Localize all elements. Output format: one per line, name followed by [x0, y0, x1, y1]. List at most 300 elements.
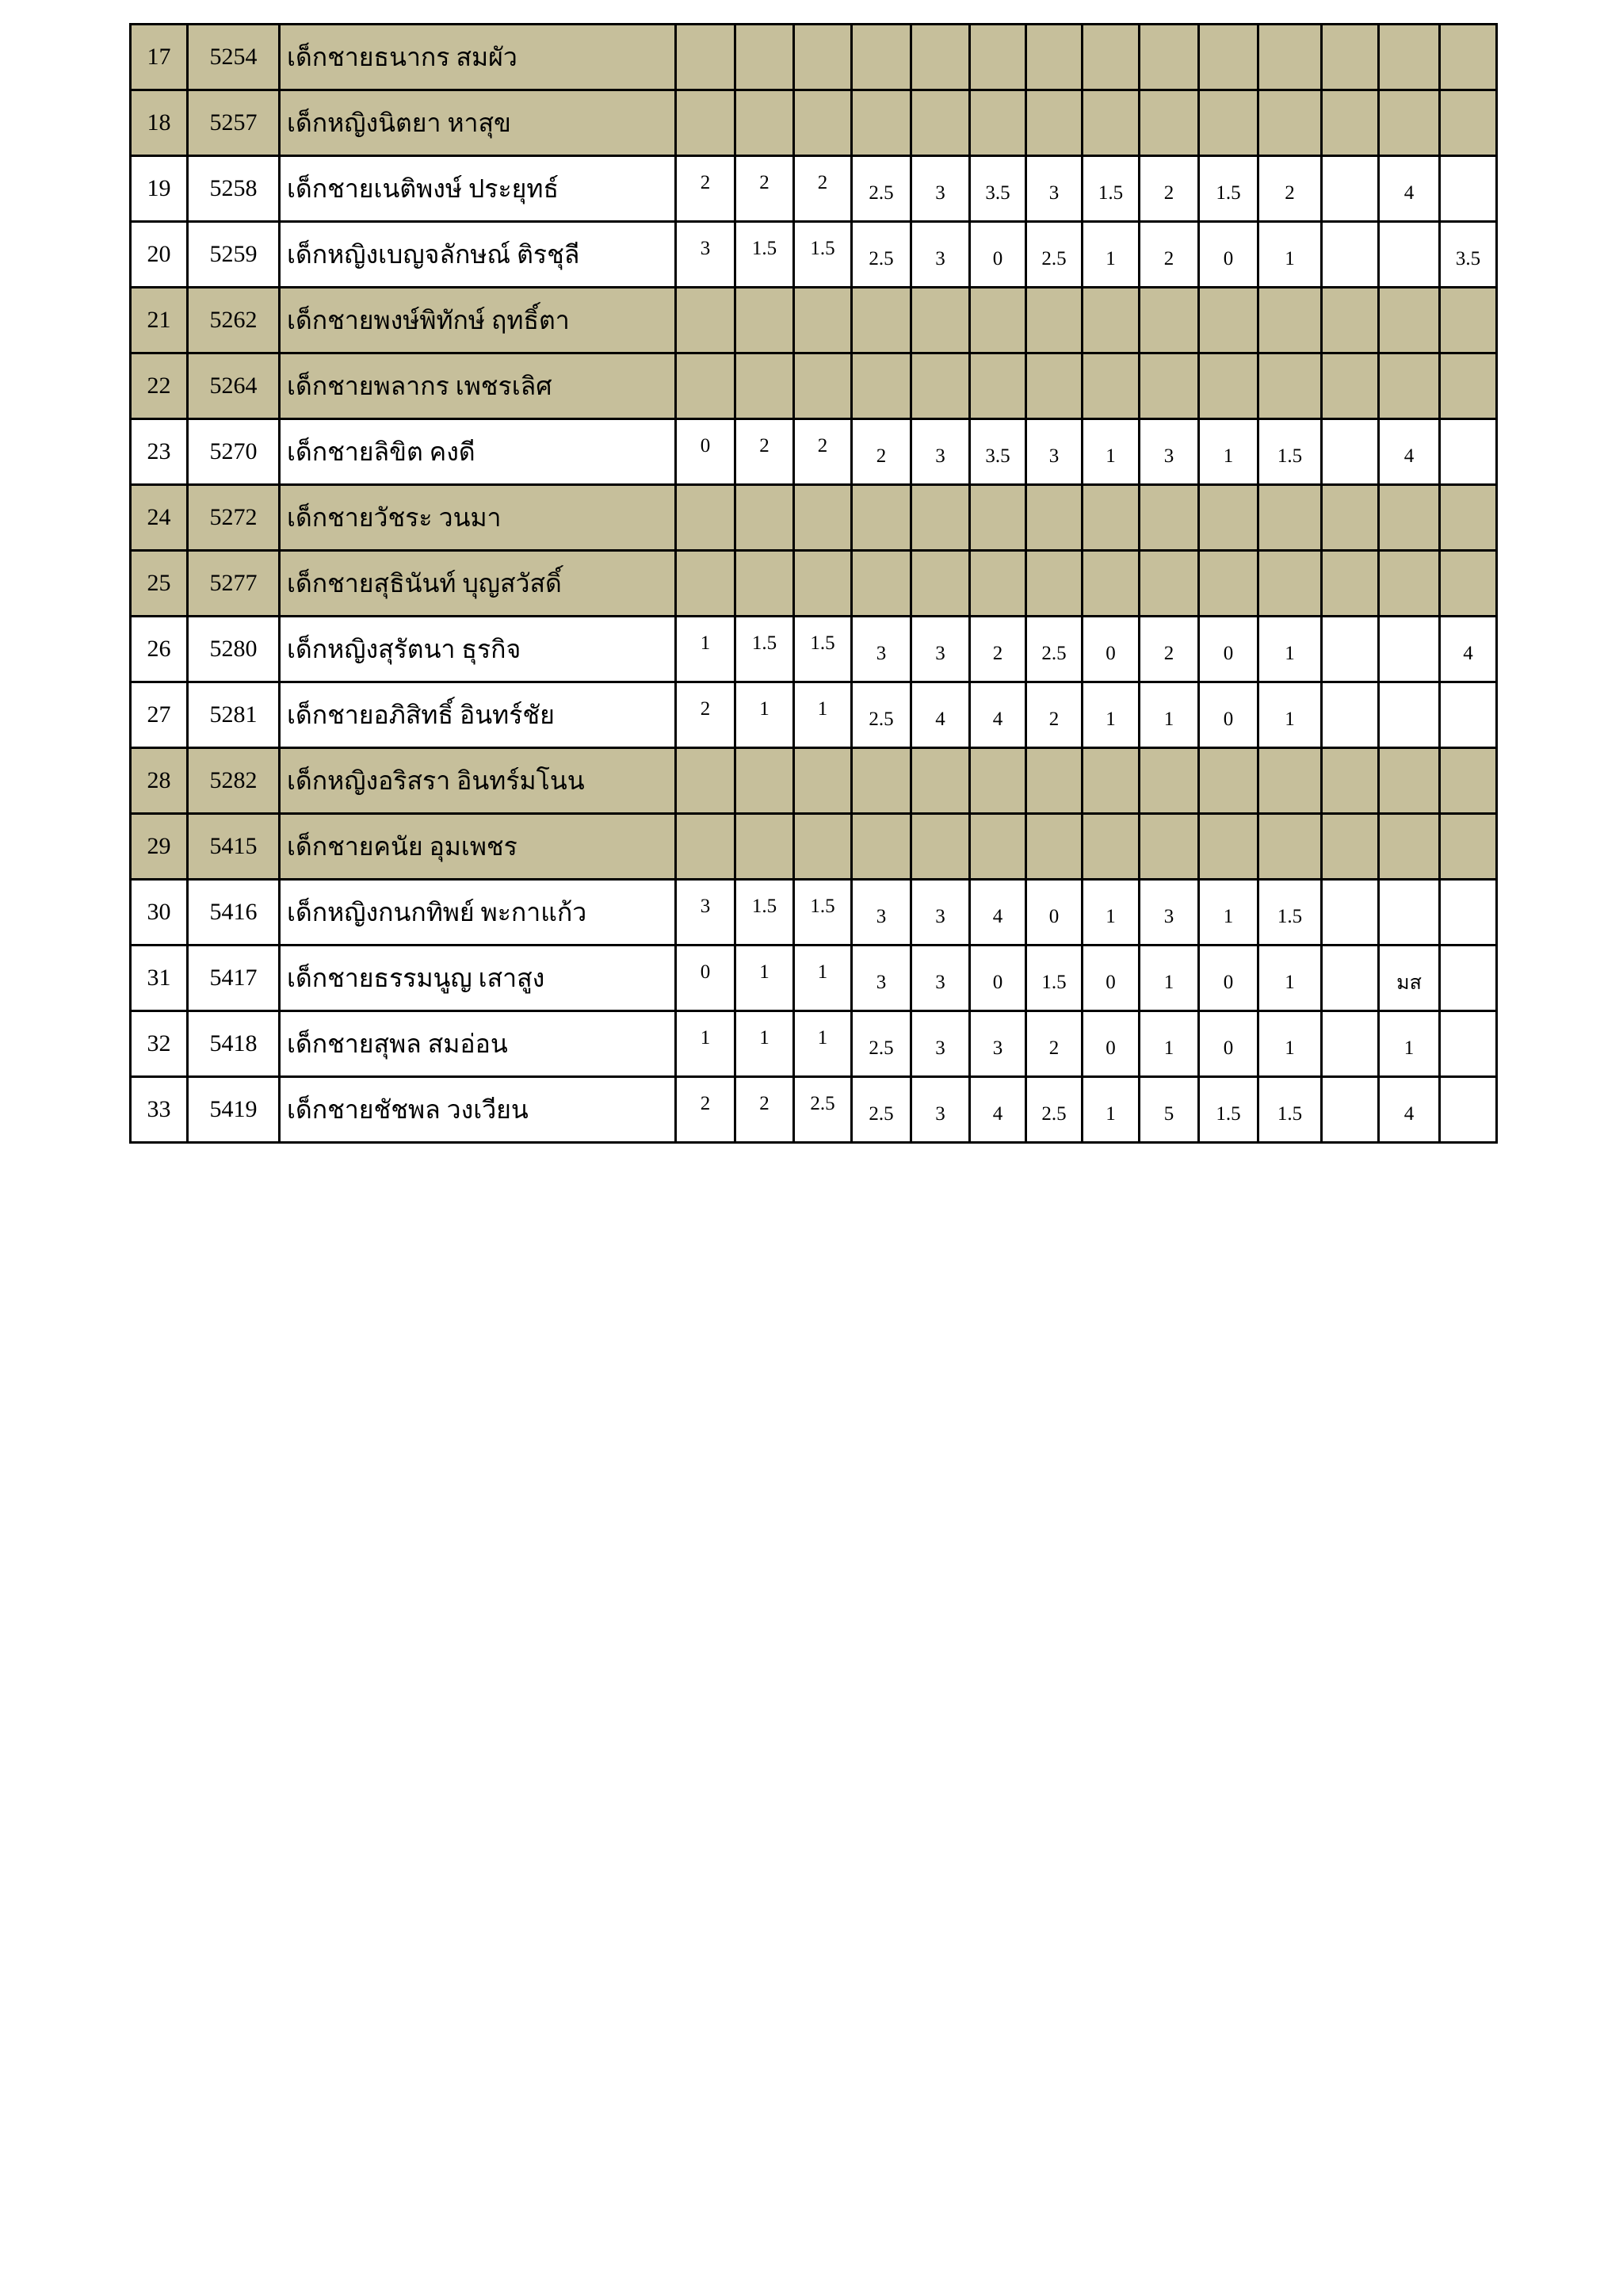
score-cell: 2	[794, 419, 852, 485]
table-row	[131, 419, 1497, 485]
score-cell	[911, 748, 970, 814]
score-cell: 2	[735, 1077, 794, 1143]
table-row	[131, 880, 1497, 946]
score-cell	[970, 748, 1026, 814]
table-row	[131, 551, 1497, 617]
score-cell: 5	[1140, 1077, 1199, 1143]
score-cell	[1199, 90, 1258, 156]
student-name: เด็กหญิงนิตยา หาสุข	[280, 90, 676, 156]
score-cell	[1140, 353, 1199, 419]
student-id: 5257	[188, 90, 280, 156]
score-cell	[1440, 156, 1497, 222]
score-cell	[852, 814, 911, 880]
student-id: 5272	[188, 485, 280, 551]
score-cell	[1440, 946, 1497, 1011]
score-cell: 0	[1199, 222, 1258, 288]
score-cell: 3	[1026, 419, 1083, 485]
score-cell	[1083, 485, 1140, 551]
student-name: เด็กชายพงษ์พิทักษ์ ฤทธิ์ตา	[280, 288, 676, 353]
score-cell	[1322, 485, 1379, 551]
table-row	[131, 748, 1497, 814]
student-id: 5262	[188, 288, 280, 353]
score-cell: 0	[1199, 682, 1258, 748]
score-cell	[911, 814, 970, 880]
score-cell	[735, 814, 794, 880]
score-cell	[794, 25, 852, 90]
score-cell	[1322, 156, 1379, 222]
score-cell	[1440, 25, 1497, 90]
score-cell: 0	[970, 946, 1026, 1011]
score-cell: 2	[1026, 682, 1083, 748]
score-cell	[735, 25, 794, 90]
score-cell: 3	[676, 880, 735, 946]
score-cell: 1.5	[1258, 1077, 1322, 1143]
score-cell	[1258, 25, 1322, 90]
score-cell	[676, 485, 735, 551]
score-cell	[794, 353, 852, 419]
score-cell: 2	[970, 617, 1026, 682]
score-cell	[1440, 288, 1497, 353]
score-cell	[1379, 880, 1440, 946]
score-cell: 4	[970, 880, 1026, 946]
score-cell	[1379, 25, 1440, 90]
score-cell	[676, 288, 735, 353]
score-cell: 0	[1026, 880, 1083, 946]
score-cell	[1322, 25, 1379, 90]
score-cell: 4	[1379, 156, 1440, 222]
score-cell: 1	[1258, 946, 1322, 1011]
row-number: 30	[131, 880, 188, 946]
score-cell: 1.5	[1026, 946, 1083, 1011]
score-cell: 1	[1140, 1011, 1199, 1077]
score-cell	[1140, 485, 1199, 551]
row-number: 31	[131, 946, 188, 1011]
score-cell	[1379, 353, 1440, 419]
score-cell: 0	[676, 419, 735, 485]
score-cell: 4	[970, 1077, 1026, 1143]
score-cell	[794, 288, 852, 353]
score-cell: 1	[1379, 1011, 1440, 1077]
score-cell	[794, 90, 852, 156]
score-cell	[970, 288, 1026, 353]
student-name: เด็กชายสุพล สมอ่อน	[280, 1011, 676, 1077]
row-number: 20	[131, 222, 188, 288]
score-cell: 3	[911, 946, 970, 1011]
score-cell	[1199, 814, 1258, 880]
score-cell	[1322, 880, 1379, 946]
score-cell: 3	[911, 617, 970, 682]
score-cell	[1026, 25, 1083, 90]
score-cell: 4	[970, 682, 1026, 748]
row-number: 26	[131, 617, 188, 682]
student-name: เด็กชายเนติพงษ์ ประยุทธ์	[280, 156, 676, 222]
row-number: 28	[131, 748, 188, 814]
score-cell: 3.5	[1440, 222, 1497, 288]
student-name: เด็กหญิงสุรัตนา ธุรกิจ	[280, 617, 676, 682]
score-cell: 1	[1258, 617, 1322, 682]
table-row	[131, 617, 1497, 682]
student-name: เด็กหญิงอริสรา อินทร์มโนน	[280, 748, 676, 814]
score-cell: 2	[676, 682, 735, 748]
student-id: 5418	[188, 1011, 280, 1077]
score-cell: 2	[735, 156, 794, 222]
score-cell	[794, 485, 852, 551]
score-cell	[970, 551, 1026, 617]
score-cell: 2	[1140, 222, 1199, 288]
score-cell	[852, 485, 911, 551]
score-cell: 2	[1140, 617, 1199, 682]
score-cell: 2	[852, 419, 911, 485]
score-cell: 1	[1140, 682, 1199, 748]
score-cell: 3	[676, 222, 735, 288]
score-cell: 0	[1199, 617, 1258, 682]
student-id: 5417	[188, 946, 280, 1011]
score-cell	[1322, 946, 1379, 1011]
student-name: เด็กชายอภิสิทธิ์ อินทร์ชัย	[280, 682, 676, 748]
table-row	[131, 1077, 1497, 1143]
score-cell	[1199, 551, 1258, 617]
score-cell	[676, 25, 735, 90]
score-cell	[970, 25, 1026, 90]
score-cell	[1026, 748, 1083, 814]
score-cell	[1140, 551, 1199, 617]
score-cell: 1.5	[1083, 156, 1140, 222]
score-cell: 3.5	[970, 419, 1026, 485]
score-table	[129, 23, 1498, 1144]
score-cell: 2.5	[794, 1077, 852, 1143]
score-cell	[1379, 222, 1440, 288]
score-cell	[1140, 288, 1199, 353]
score-cell: 1.5	[1199, 156, 1258, 222]
score-cell	[735, 90, 794, 156]
score-cell	[1322, 90, 1379, 156]
student-name: เด็กหญิงเบญจลักษณ์ ติรชุลี	[280, 222, 676, 288]
score-cell	[1258, 814, 1322, 880]
score-cell: 1	[735, 682, 794, 748]
score-cell	[676, 551, 735, 617]
score-cell	[852, 353, 911, 419]
score-cell: 1	[676, 1011, 735, 1077]
student-name: เด็กชายธรรมนูญ เสาสูง	[280, 946, 676, 1011]
score-cell	[1440, 419, 1497, 485]
table-row	[131, 1011, 1497, 1077]
score-cell: 0	[1199, 1011, 1258, 1077]
score-cell: 2.5	[852, 156, 911, 222]
score-cell	[1379, 748, 1440, 814]
score-cell: 1.5	[1258, 880, 1322, 946]
score-cell	[1140, 25, 1199, 90]
score-cell	[1322, 222, 1379, 288]
score-cell: 1	[794, 682, 852, 748]
score-cell	[1199, 25, 1258, 90]
table-row	[131, 353, 1497, 419]
score-cell: 3	[911, 222, 970, 288]
score-cell	[1379, 682, 1440, 748]
score-cell	[1083, 25, 1140, 90]
student-name: เด็กชายลิขิต คงดี	[280, 419, 676, 485]
score-cell: 3	[911, 1011, 970, 1077]
score-cell	[1440, 485, 1497, 551]
score-cell	[1199, 288, 1258, 353]
score-cell	[1322, 419, 1379, 485]
score-cell: 0	[1083, 946, 1140, 1011]
score-cell	[1322, 814, 1379, 880]
student-id: 5258	[188, 156, 280, 222]
score-cell	[1258, 353, 1322, 419]
score-cell: 4	[1379, 1077, 1440, 1143]
score-cell: 4	[1440, 617, 1497, 682]
score-cell: 0	[1199, 946, 1258, 1011]
score-cell	[1440, 682, 1497, 748]
score-cell	[1026, 814, 1083, 880]
score-cell	[1083, 551, 1140, 617]
table-row	[131, 156, 1497, 222]
score-cell: 2	[1026, 1011, 1083, 1077]
student-id: 5281	[188, 682, 280, 748]
score-cell: 1.5	[794, 880, 852, 946]
score-cell	[676, 814, 735, 880]
score-cell	[1440, 90, 1497, 156]
score-cell	[1258, 288, 1322, 353]
student-name: เด็กชายชัชพล วงเวียน	[280, 1077, 676, 1143]
student-name: เด็กหญิงกนกทิพย์ พะกาแก้ว	[280, 880, 676, 946]
score-cell: 3	[911, 419, 970, 485]
score-cell: 1	[1140, 946, 1199, 1011]
table-row	[131, 288, 1497, 353]
score-cell	[1026, 288, 1083, 353]
score-cell	[1322, 617, 1379, 682]
score-cell: 3	[1026, 156, 1083, 222]
student-id: 5280	[188, 617, 280, 682]
student-id: 5270	[188, 419, 280, 485]
student-name: เด็กชายสุธินันท์ บุญสวัสดิ์	[280, 551, 676, 617]
score-cell	[1440, 1077, 1497, 1143]
score-cell: 3	[852, 880, 911, 946]
score-cell: 4	[911, 682, 970, 748]
score-cell: 2.5	[852, 1077, 911, 1143]
row-number: 29	[131, 814, 188, 880]
score-cell	[1026, 551, 1083, 617]
score-cell	[1322, 1077, 1379, 1143]
row-number: 17	[131, 25, 188, 90]
score-cell: 1.5	[1258, 419, 1322, 485]
score-cell: 1.5	[794, 617, 852, 682]
score-cell	[970, 485, 1026, 551]
score-cell	[1322, 551, 1379, 617]
row-number: 33	[131, 1077, 188, 1143]
score-cell: 1.5	[735, 222, 794, 288]
score-cell: 1	[1083, 1077, 1140, 1143]
score-cell	[1026, 353, 1083, 419]
row-number: 27	[131, 682, 188, 748]
score-cell	[1258, 90, 1322, 156]
score-cell	[735, 288, 794, 353]
score-cell: 2.5	[852, 1011, 911, 1077]
table-row	[131, 25, 1497, 90]
score-cell: 1	[1083, 880, 1140, 946]
score-cell	[970, 814, 1026, 880]
score-cell	[1379, 814, 1440, 880]
score-cell: 1	[794, 1011, 852, 1077]
score-cell: 1	[1258, 682, 1322, 748]
row-number: 23	[131, 419, 188, 485]
student-id: 5259	[188, 222, 280, 288]
score-cell: 2	[676, 1077, 735, 1143]
score-cell	[1026, 90, 1083, 156]
score-cell	[1379, 288, 1440, 353]
student-name: เด็กชายคนัย อุมเพชร	[280, 814, 676, 880]
score-cell: 2.5	[852, 222, 911, 288]
score-cell: 3	[911, 880, 970, 946]
score-cell	[911, 25, 970, 90]
score-cell: 1	[735, 1011, 794, 1077]
score-cell	[1083, 90, 1140, 156]
score-cell: 1.5	[1199, 1077, 1258, 1143]
score-cell: 1	[1258, 222, 1322, 288]
score-cell: 1	[1083, 222, 1140, 288]
score-cell	[676, 748, 735, 814]
score-cell	[1140, 748, 1199, 814]
score-cell: 4	[1379, 419, 1440, 485]
score-cell: 1	[735, 946, 794, 1011]
score-cell	[735, 748, 794, 814]
score-cell	[676, 353, 735, 419]
score-cell: 1	[1199, 419, 1258, 485]
score-cell: 0	[970, 222, 1026, 288]
score-cell	[794, 748, 852, 814]
score-cell	[911, 485, 970, 551]
score-cell: 2	[794, 156, 852, 222]
score-cell	[735, 551, 794, 617]
score-cell	[1379, 485, 1440, 551]
score-cell	[1379, 90, 1440, 156]
score-cell: 1	[1083, 419, 1140, 485]
table-row	[131, 90, 1497, 156]
row-number: 21	[131, 288, 188, 353]
score-cell	[1258, 551, 1322, 617]
score-cell: 1	[1199, 880, 1258, 946]
score-cell	[1258, 748, 1322, 814]
student-id: 5419	[188, 1077, 280, 1143]
score-cell	[1440, 1011, 1497, 1077]
score-cell	[852, 288, 911, 353]
score-cell: 1.5	[735, 617, 794, 682]
row-number: 32	[131, 1011, 188, 1077]
student-id: 5415	[188, 814, 280, 880]
student-name: เด็กชายธนากร สมผัว	[280, 25, 676, 90]
row-number: 24	[131, 485, 188, 551]
score-cell: 3	[852, 617, 911, 682]
score-cell: 2	[676, 156, 735, 222]
score-cell	[1199, 748, 1258, 814]
score-cell	[735, 353, 794, 419]
score-cell	[911, 288, 970, 353]
score-cell	[794, 551, 852, 617]
table-row	[131, 222, 1497, 288]
score-cell: 1	[676, 617, 735, 682]
score-cell	[1379, 551, 1440, 617]
score-cell	[1083, 748, 1140, 814]
row-number: 18	[131, 90, 188, 156]
score-cell	[1322, 1011, 1379, 1077]
student-name: เด็กชายวัชระ วนมา	[280, 485, 676, 551]
score-cell	[852, 90, 911, 156]
score-cell: 1	[1258, 1011, 1322, 1077]
score-cell	[1322, 288, 1379, 353]
score-cell	[1083, 353, 1140, 419]
score-cell: 3	[1140, 880, 1199, 946]
score-cell: 0	[1083, 1011, 1140, 1077]
student-name: เด็กชายพลากร เพชรเลิศ	[280, 353, 676, 419]
score-cell	[970, 90, 1026, 156]
score-cell	[1440, 814, 1497, 880]
score-cell	[911, 353, 970, 419]
student-id: 5416	[188, 880, 280, 946]
score-cell	[1140, 814, 1199, 880]
score-cell: 3	[970, 1011, 1026, 1077]
score-cell: 2.5	[1026, 222, 1083, 288]
score-cell: 3	[911, 1077, 970, 1143]
row-number: 25	[131, 551, 188, 617]
student-id: 5254	[188, 25, 280, 90]
score-cell	[1140, 90, 1199, 156]
score-cell: 1	[1083, 682, 1140, 748]
table-row	[131, 485, 1497, 551]
score-cell	[1440, 353, 1497, 419]
score-cell	[911, 551, 970, 617]
score-cell: 2	[1258, 156, 1322, 222]
score-cell: 3	[911, 156, 970, 222]
score-cell: 1.5	[794, 222, 852, 288]
table-row	[131, 946, 1497, 1011]
student-id: 5264	[188, 353, 280, 419]
row-number: 19	[131, 156, 188, 222]
table-body	[131, 25, 1497, 1143]
student-id: 5282	[188, 748, 280, 814]
score-cell: มส	[1379, 946, 1440, 1011]
score-cell	[1083, 288, 1140, 353]
score-cell: 1.5	[735, 880, 794, 946]
score-cell	[1026, 485, 1083, 551]
score-cell	[1440, 748, 1497, 814]
score-cell	[852, 551, 911, 617]
score-cell: 3	[1140, 419, 1199, 485]
score-cell: 2	[735, 419, 794, 485]
score-cell	[1440, 880, 1497, 946]
score-cell: 1	[794, 946, 852, 1011]
student-id: 5277	[188, 551, 280, 617]
score-cell	[1322, 748, 1379, 814]
score-cell	[794, 814, 852, 880]
score-cell	[970, 353, 1026, 419]
score-cell	[852, 25, 911, 90]
score-cell	[1322, 353, 1379, 419]
table-row	[131, 814, 1497, 880]
score-cell	[911, 90, 970, 156]
score-cell	[1322, 682, 1379, 748]
table-row	[131, 682, 1497, 748]
score-cell	[1199, 485, 1258, 551]
score-cell	[1379, 617, 1440, 682]
score-cell	[735, 485, 794, 551]
score-cell: 3	[852, 946, 911, 1011]
row-number: 22	[131, 353, 188, 419]
score-cell: 2.5	[1026, 617, 1083, 682]
score-cell	[1199, 353, 1258, 419]
score-cell	[1083, 814, 1140, 880]
score-cell: 2.5	[1026, 1077, 1083, 1143]
score-cell: 0	[1083, 617, 1140, 682]
